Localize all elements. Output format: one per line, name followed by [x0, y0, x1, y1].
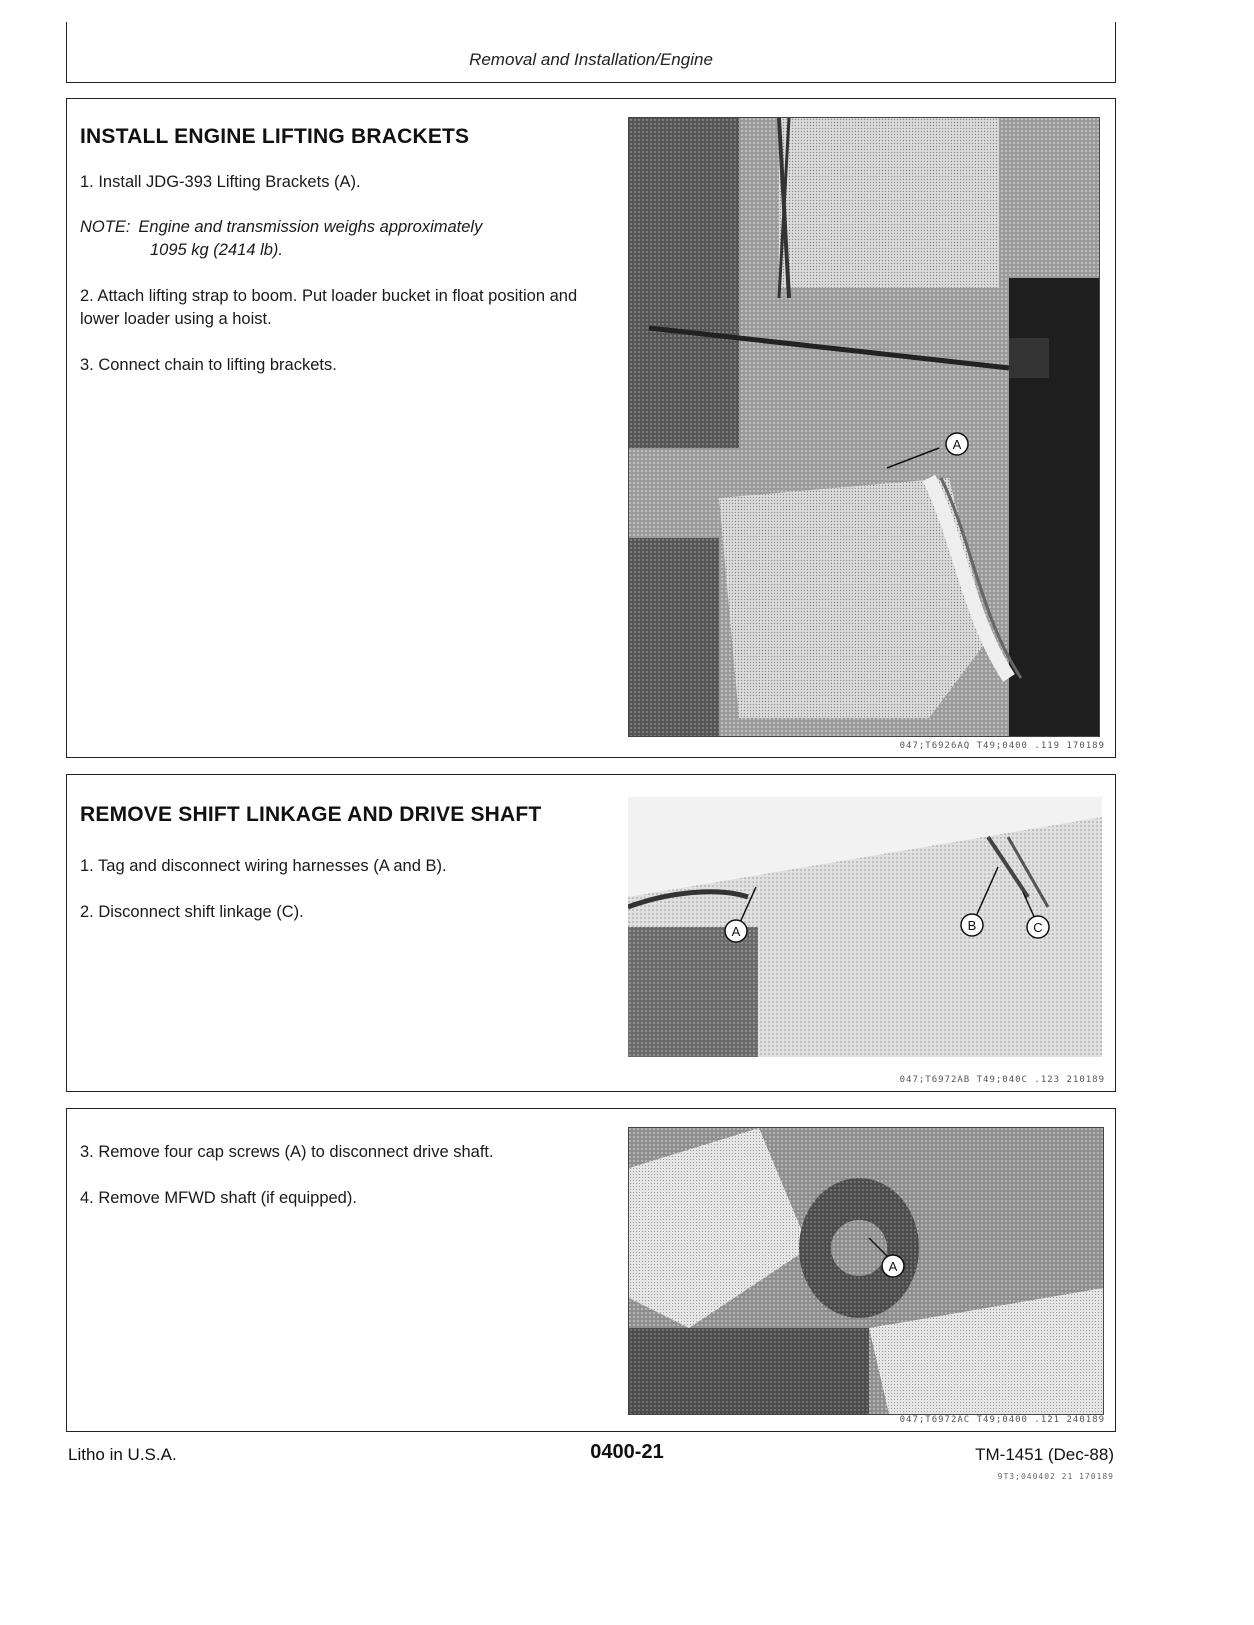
step-2: 2. Disconnect shift linkage (C). [80, 903, 304, 921]
section-remove-drive-shaft [66, 1108, 1116, 1432]
note-continuation: 1095 kg (2414 lb). [150, 241, 284, 259]
note-label: NOTE: [80, 218, 131, 236]
section-title: REMOVE SHIFT LINKAGE AND DRIVE SHAFT [80, 803, 542, 826]
photo-lifting-brackets [628, 117, 1100, 737]
callout-c: C [1033, 920, 1043, 935]
footer-manual-id: TM-1451 (Dec-88) [975, 1445, 1114, 1464]
page-header [66, 22, 1116, 83]
footer-code: 9T3;040402 21 170189 [997, 1472, 1114, 1481]
photo-drive-shaft [628, 1127, 1104, 1415]
page-number: 0400-21 [590, 1441, 664, 1463]
photo-caption: 047;T6972AB T49;040C .123 210189 [899, 1075, 1105, 1085]
callout-a: A [888, 1259, 898, 1274]
callout-b: B [967, 918, 977, 933]
photo-illustration [629, 1128, 1103, 1414]
photo-shift-linkage [628, 797, 1102, 1057]
step-3: 3. Remove four cap screws (A) to disconnect drive shaft. [80, 1143, 494, 1161]
section-title: INSTALL ENGINE LIFTING BRACKETS [80, 125, 470, 148]
header-title: Removal and Installation/Engine [469, 50, 713, 69]
step-1: 1. Install JDG-393 Lifting Brackets (A). [80, 173, 361, 191]
note [80, 216, 610, 262]
step-4: 4. Remove MFWD shaft (if equipped). [80, 1189, 357, 1207]
section-remove-shift-linkage [66, 774, 1116, 1092]
step-1: 1. Tag and disconnect wiring harnesses (A and B). [80, 857, 447, 875]
footer-litho: Litho in U.S.A. [68, 1445, 177, 1464]
photo-caption: 047;T6972AC T49;0400 .121 240189 [899, 1415, 1105, 1425]
callout-a: A [731, 924, 741, 939]
photo-illustration [628, 797, 1102, 1057]
step-2: 2. Attach lifting strap to boom. Put loader bucket in float position and lower loader using a hoist. [80, 287, 578, 328]
step-3: 3. Connect chain to lifting brackets. [80, 356, 337, 374]
photo-caption: 047;T6926AQ T49;0400 .119 170189 [899, 741, 1105, 751]
photo-illustration [629, 118, 1099, 736]
section-install-lifting-brackets [66, 98, 1116, 758]
note-text: Engine and transmission weighs approximately [138, 218, 483, 236]
callout-a: A [952, 437, 962, 452]
